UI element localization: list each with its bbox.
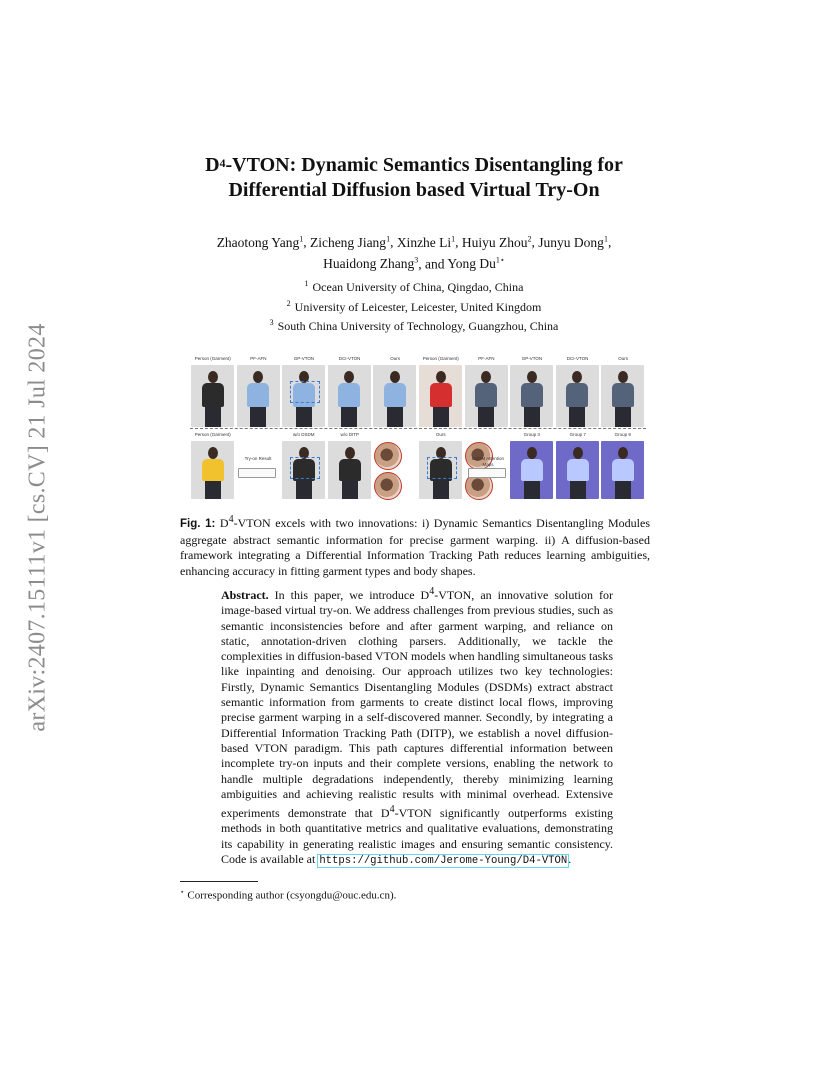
comparison-photo [191,365,234,427]
top-row-label-left: Person (Garment) [194,356,231,361]
comparison-photo [419,365,462,427]
footnote [180,885,396,903]
author: Xinzhe Li$^1$ [396,234,456,250]
attention-maps-arrow-label: DSDM Attention Maps [471,456,504,467]
ablation-photo [191,441,234,499]
comparison-photo [237,365,280,427]
author-list: Zhaotong Yang$^1$, Zicheng Jiang$^1$, Xinzhe Li$^1$, Huiyu Zhou$^2$, Junyu Dong$^1$, Huaidong Zhang$^3$, and Yong $Du^{1⋆}$ [216,234,612,271]
ablation-photo [282,441,325,499]
bottom-row-label: w/o DITP [340,432,360,437]
paper-title [0,153,828,203]
figure-caption: Fig. 1: $D^4$-VTON excels with two innovations: i) Dynamic Semantics Disentangling Modules aggregate abstract semantic information for precise garment warping. ii) A diffusion-based framework integrating a Differential Information Tracking Path reduces learning ambiguities, enhancing accuracy in fitting garment types and body shapes. [180,514,650,578]
figure-divider [190,428,646,429]
arrow-icon [238,468,276,478]
comparison-photo [282,365,325,427]
title-rest: -VTON: Dynamic Semantics Disentangling for [225,154,623,176]
comparison-photo [465,365,508,427]
top-row-label-right: PF-AFN [478,356,495,361]
top-row-label-left: GP-VTON [293,356,315,361]
comparison-photo [373,365,416,427]
top-row-label-right: Ours [618,356,629,361]
bottom-row-label: Person (Garment) [194,432,231,437]
caption-label: Fig. 1: [180,518,216,530]
top-row-label-right: DCI-VTON [566,356,589,361]
arxiv-identifier-text: arXiv:2407.15111v1 [cs.CV] 21 Jul 2024 [24,322,51,732]
author: Zicheng Jiang$^1$ [309,234,391,250]
footnote-text: Corresponding author (csyongdu@ouc.edu.cn). [187,889,397,902]
attention-map-photo [510,441,553,499]
top-row-label-right: GP-VTON [521,356,543,361]
title-line-2: Differential Diffusion based Virtual Try-On [228,179,600,201]
zoom-detail-circle [374,442,402,470]
title-superscript: 4 [219,156,226,170]
attention-map-photo [601,441,644,499]
footnote-rule [180,881,258,882]
top-row-label-left: PF-AFN [250,356,267,361]
comparison-photo [601,365,644,427]
authors-conjunction: and [424,256,445,271]
author: Huiyu Zhou$^2$ [461,234,532,250]
abstract-label: Abstract. [221,588,269,602]
affiliation: $^2$ University of Leicester, Leicester, United Kingdom [286,298,542,314]
bottom-row-label: Group 9 [614,432,631,437]
ablation-photo [419,441,462,499]
affiliation: $^3$ South China University of Technology, Guangzhou, China [269,318,559,333]
author: Yong $Du^{1⋆}$ [447,255,505,271]
try-on-result-arrow-label: Try-on Result [244,456,272,461]
code-repository-link[interactable]: https://github.com/Jerome-Young/D4-VTON [319,855,568,868]
bottom-row-label: Ours [435,432,446,437]
author: Huaidong Zhang$^3$ [323,255,419,271]
caption-text: -VTON excels with two innovations: i) Dynamic Semantics Disentangling Modules aggregate abstract semantic information for precise garment warping. ii) A diffusion-based framework integrating a Differential Information Tracking Path reduces learning ambiguities, enhancing accuracy in fitting garment types and body shapes. [180,516,650,578]
attention-map-photo [556,441,599,499]
arxiv-identifier-stamp [23,295,53,759]
author: Zhaotong Yang$^1$ [216,234,304,250]
bottom-row-label: Group 7 [569,432,586,437]
author: Junyu Dong$^1$ [538,234,608,250]
footnote-mark: ⋆ [180,888,185,896]
top-row-label-right: Person (Garment) [422,356,459,361]
teaser-figure [190,356,646,500]
comparison-photo [556,365,599,427]
comparison-photo [328,365,371,427]
zoom-detail-circle [374,472,402,500]
ablation-photo [328,441,371,499]
affiliation-list [150,276,678,335]
title-line-1 [0,153,828,178]
bottom-row-label: Group 3 [523,432,540,437]
arrow-icon [468,468,506,478]
title-prefix: D [205,154,220,176]
abstract: Abstract. In this paper, we introduce $D^4$-VTON, an innovative solution for image-based virtual try-on. We address challenges from previous studies, such as semantic inconsistencies before and after garment warping, and reliance on static, annotation-driven clothing parsers. Additionally, we tackle the complexities in diffusion-based VTON models when handling simultaneous tasks like inpainting and denoising. Our approach utilizes two key technologies: Firstly, Dynamic Semantics Disentangling Modules (DSDMs) extract abstract semantic information from garments to create distinct local flows, improving precise garment warping in a self-discovered manner. Secondly, by integrating a Differential Information Tracking Path (DITP), we establish a novel diffusion-based VTON paradigm. This path captures differential information between incomplete try-on inputs and their complete versions, enabling the network to handle multiple degradations independently, thereby minimizing learning ambiguities and achieving realistic results with minimal overhead. Extensive experiments demonstrate that $D^4$-VTON significantly outperforms existing methods in both quantitative metrics and qualitative evaluations, demonstrating its capability in generating realistic images and ensuring semantic consistency. Code is available at https://github.com/Jerome-Young/D4-VTON. [221,586,614,868]
comparison-photo [510,365,553,427]
top-row-label-left: DCI-VTON [338,356,361,361]
affiliation: $^1$ Ocean University of China, Qingdao, China [304,279,524,294]
top-row-label-left: Ours [390,356,401,361]
bottom-row-label: w/o DSDM [293,432,315,437]
